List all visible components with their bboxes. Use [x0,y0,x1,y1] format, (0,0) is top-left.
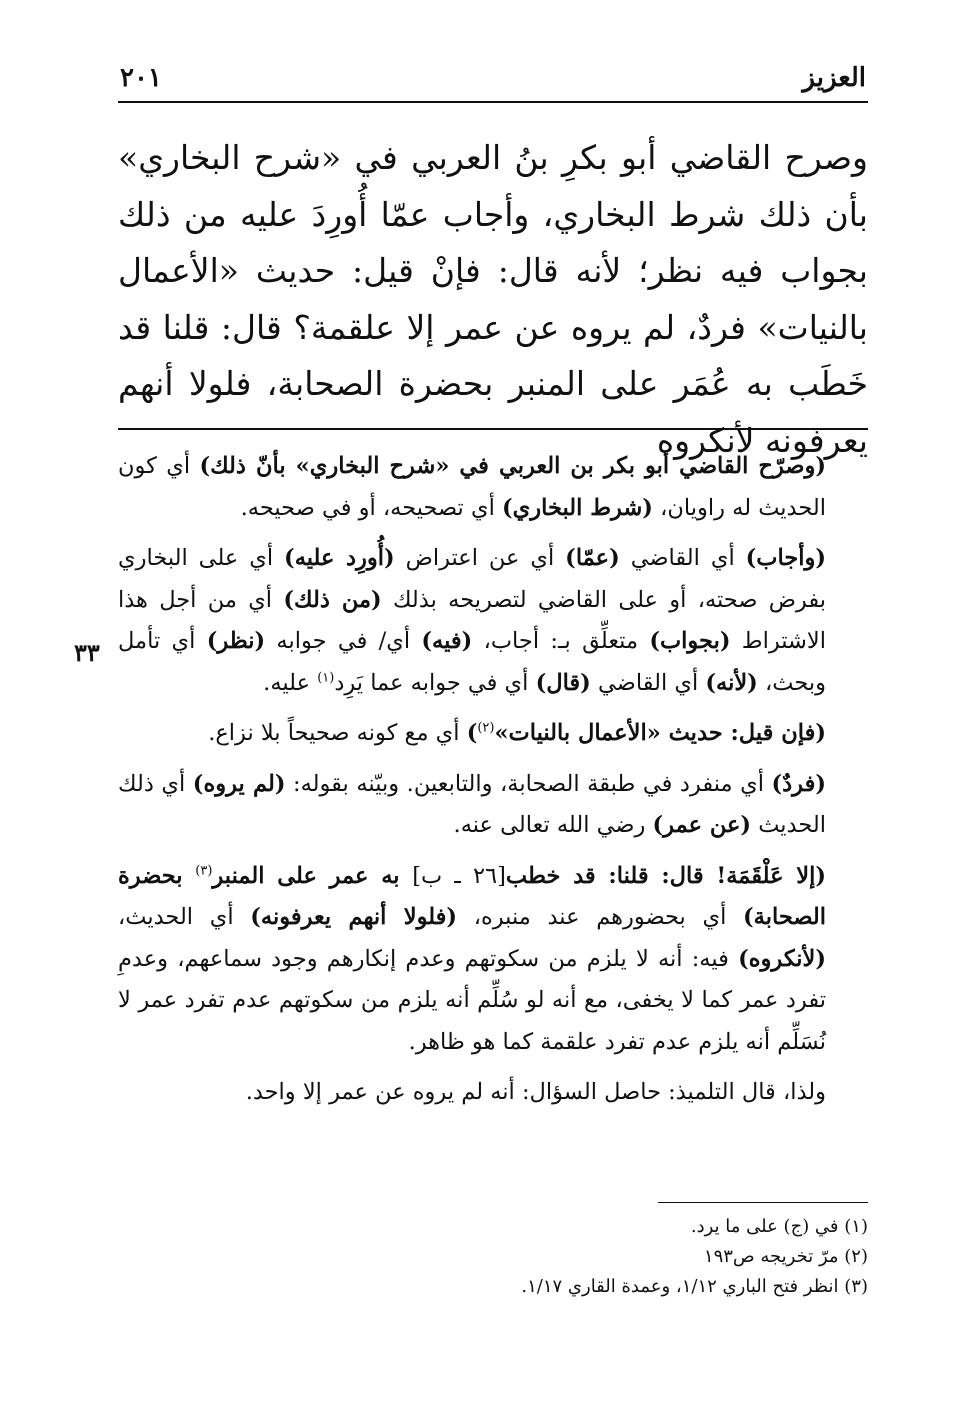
text-divider [118,428,868,430]
footnote-ref-1: (١) [317,670,335,685]
running-head [120,58,866,98]
commentary-paragraph-1: (وصرّح القاضي أبو بكر بن العربي في «شرح البخاري» بأنّ ذلك) أي كون الحديث له راويان، (شرط البخاري) أي تصحيحه، أو في صحيحه. [118,453,826,521]
footnote-divider [658,1202,868,1203]
footnote-1: (١) في (ج) على ما يرد. [690,1216,868,1237]
commentary-paragraph-3: (فإن قيل: حديث «الأعمال بالنيات»$^{(٢)}$) أي مع كونه صحيحاً بلا نزاع. [208,720,826,746]
running-head-title: العزيز [802,63,866,93]
commentary [118,446,868,1123]
footnote-ref-3: (٣) [195,863,213,878]
commentary-paragraph-6: ولذا، قال التلميذ: حاصل السؤال: أنه لم يروه عن عمر إلا واحد. [245,1079,826,1105]
footnote-2: (٢) مرّ تخريجه ص١٩٣ [703,1246,868,1267]
main-text: وصرح القاضي أبو بكرِ بنُ العربي في «شرح البخاري» بأن ذلك شرط البخاري، وأجاب عمّا أُورِدَ عليه من ذلك بجواب فيه نظر؛ لأنه قال: فإنْ قيل: حديث «الأعمال بالنيات» فردٌ، لم يروه عن عمر إلا علقمة؟ قال: قلنا قد خَطَب به عُمَر على المنبر بحضرة الصحابة، فلولا أنهم يعرفونه لأنكروه [118,138,868,460]
commentary-paragraph-4: (فردٌ) أي منفرد في طبقة الصحابة، والتابعين. وبيّنه بقوله: (لم يروه) أي ذلك الحديث (عن عمر) رضي الله تعالى عنه. [118,770,826,838]
footnote-ref-2: (٢) [477,720,495,736]
footnotes [118,1212,868,1302]
footnote-3: (٣) انظر فتح الباري ١/١٢، وعمدة القاري ١/١٧. [521,1276,868,1297]
commentary-paragraph-5: (إلا عَلْقَمَة! قال: قلنا: قد خطب[٢٦ ـ ب] به عمر على المنبر$^{(٣)}$ بحضرة الصحابة) أي بحضورهم عند منبره، (فلولا أنهم يعرفونه) أي الحديث، (لأنكروه) فيه: أنه لا يلزم من سكوتهم وعدم إنكارهم وجود سماعهم، وعدمِ تفرد عمر كما لا يخفى، مع أنه لو سُلِّم أنه يلزم من سكوتهم عدم تفرد عمر لا نُسَلِّم أنه يلزم عدم تفرد علقمة كما هو ظاهر. [118,862,827,1055]
manuscript-folio-marker: [٢٦ ـ ب] [412,862,506,889]
commentary-paragraph-2: (وأجاب) أي القاضي (عمّا) أي عن اعتراض (أُورِد عليه) أي على البخاري بفرض صحته، أو على القاضي لتصريحه بذلك (من ذلك) أي من أجل هذا الاشتراط (بجواب) متعلِّق بـ: أجاب، (فيه) أي/ في جوابه (نظر) أي تأمل وبحث، (لأنه) أي القاضي (قال) أي في جوابه عما يَرِد$^{(١)}$ عليه. [118,545,826,696]
page-number: ٢٠١ [120,63,162,93]
header-divider [118,101,868,103]
margin-page-number: ٣٣ [74,638,100,667]
